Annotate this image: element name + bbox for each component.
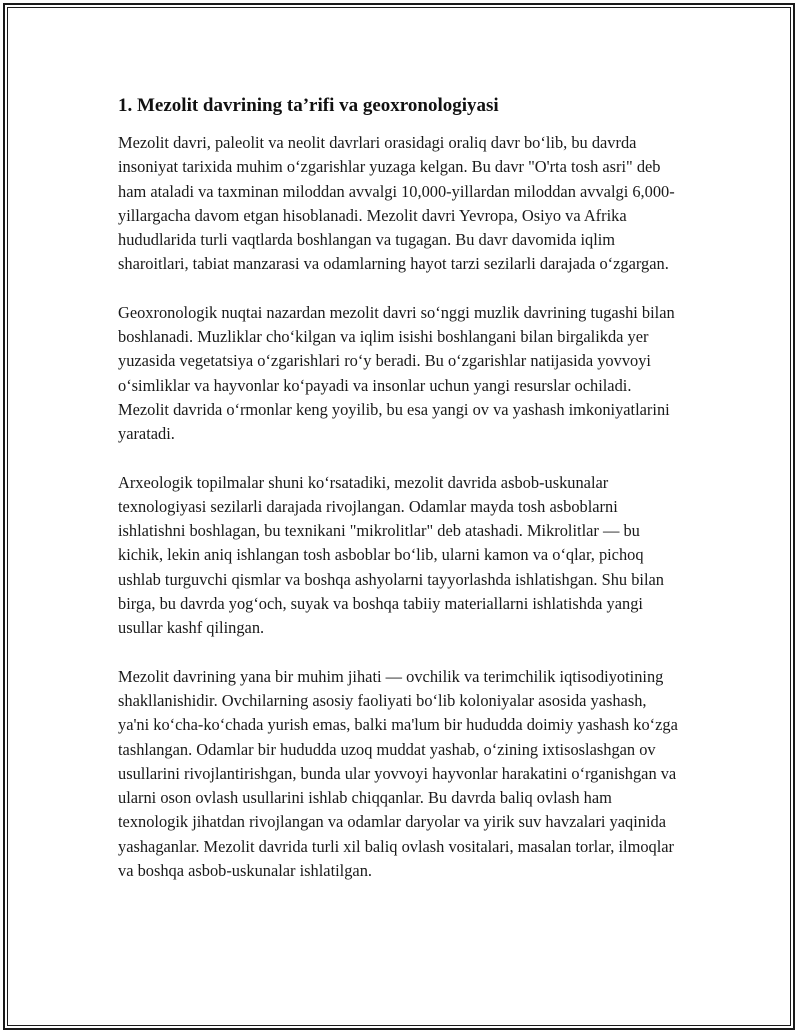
paragraph-geochronology: Geoxronologik nuqtai nazardan mezolit davri so‘nggi muzlik davrining tugashi bilan boshlanadi. Muzliklar cho‘kilgan va iqlim isishi boshlangani bilan birgalikda yer yuzasida vegetatsiya o‘zgarishlari ro‘y beradi. Bu o‘zgarishlar natijasida yovvoyi o‘simliklar va hayvonlar ko‘payadi va insonlar uchun yangi resurslar ochiladi. Mezolit davrida o‘rmonlar keng yoyilib, bu esa yangi ov va yashash imkoniyatlarini yaratadi. <box>118 302 675 444</box>
paragraph-economy: Mezolit davrining yana bir muhim jihati — ovchilik va terimchilik iqtisodiyotining shakllanishidir. Ovchilarning asosiy faoliyati bo‘lib koloniyalar asosida yashash, ya'ni ko‘cha-ko‘chada yurish emas, balki ma'lum bir hududda doimiy yashash ko‘zga tashlangan. Odamlar bir hududda uzoq muddat yashab, o‘zining ixtisoslashgan ov usullarini rivojlantirishgan, bunda ular yovvoyi hayvonlar harakatini o‘rganishgan va ularni oson ovlash usullarini ishlab chiqqanlar. Bu davrda baliq ovlash ham texnologik jihatdan rivojlangan va odamlar daryolar va yirik suv havzalari yaqinida yashaganlar. Mezolit davrida turli xil baliq ovlash vositalari, masalan torlar, ilmoqlar va boshqa asbob-uskunalar ishlatilgan. <box>118 666 678 881</box>
section-heading: 1. Mezolit davrining ta’rifi va geoxronologiyasi <box>118 95 499 116</box>
paragraph-archaeology: Arxeologik topilmalar shuni ko‘rsatadiki, mezolit davrida asbob-uskunalar texnologiyasi sezilarli darajada rivojlangan. Odamlar mayda tosh asboblarni ishlatishni boshlagan, bu texnikani "mikrolitlar" deb atashadi. Mikrolitlar — bu kichik, lekin aniq ishlangan tosh asboblar bo‘lib, ularni kamon va o‘qlar, pichoq ushlab turguvchi qismlar va boshqa ashyolarni tayyorlashda ishlatishgan. Shu bilan birga, bu davrda yog‘och, suyak va boshqa tabiiy materiallarni ishlatishda yangi usullar kashf qilingan. <box>118 472 664 638</box>
paragraph-definition: Mezolit davri, paleolit va neolit davrlari orasidagi oraliq davr bo‘lib, bu davrda insoniyat tarixida muhim o‘zgarishlar yuzaga kelgan. Bu davr "O'rta tosh asri" deb ham ataladi va taxminan miloddan avvalgi 10,000-yillardan miloddan avvalgi 6,000-yillargacha davom etgan hisoblanadi. Mezolit davri Yevropa, Osiyo va Afrika hududlarida turli vaqtlarda boshlangan va tugagan. Bu davr davomida iqlim sharoitlari, tabiat manzarasi va odamlarning hayot tarzi sezilarli darajada o‘zgargan. <box>118 133 675 274</box>
document-body <box>118 94 678 907</box>
